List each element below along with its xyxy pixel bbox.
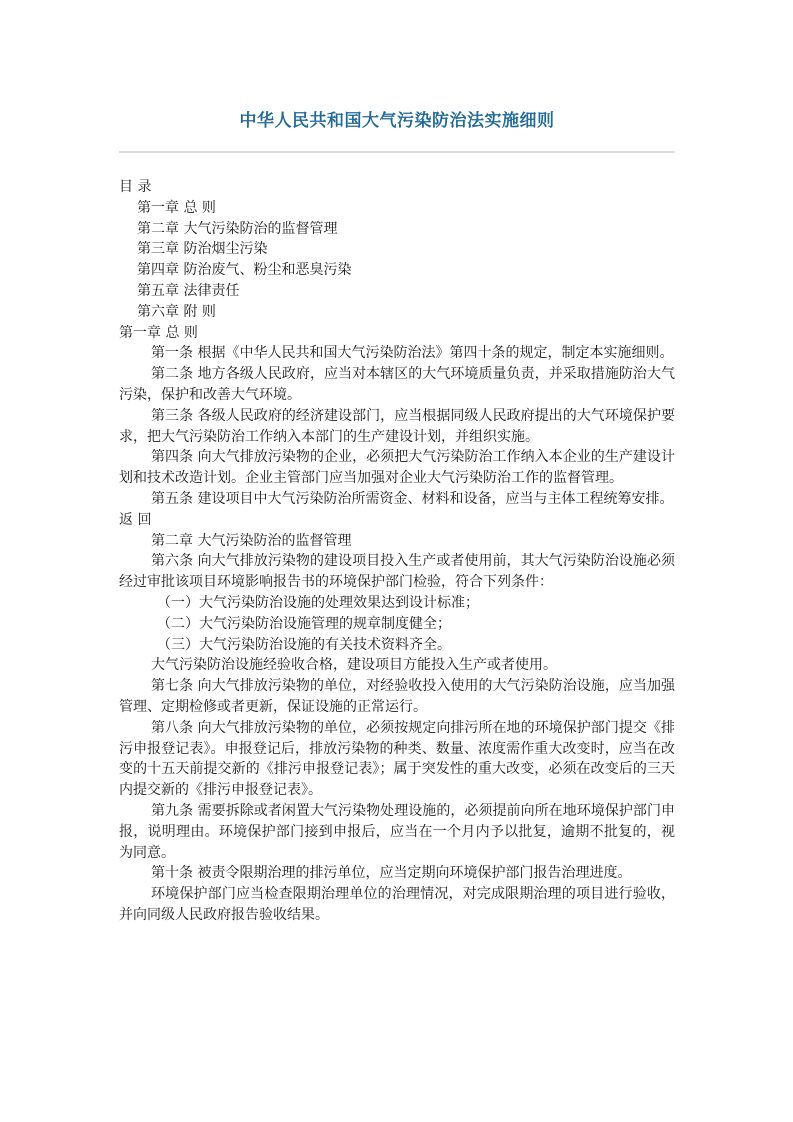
article-8: 第八条 向大气排放污染物的单位，必须按规定向排污所在地的环境保护部门提交《排污申报登记表》。申报登记后，排放污染物的种类、数量、浓度需作重大改变时，应当在改变的十五天前提交新的《排污申报登记表》；属于突发性的重大改变，必须在改变后的三天内提交新的《排污申报登记表》。 [119,719,675,799]
article-6-tail: 大气污染防治设施经验收合格，建设项目方能投入生产或者使用。 [151,657,557,674]
condition-2: （二）大气污染防治设施管理的规章制度健全； [157,615,451,632]
toc-item-5[interactable]: 第五章 法律责任 [137,282,240,299]
article-4: 第四条 向大气排放污染物的企业，必须把大气污染防治工作纳入本企业的生产建设计划和技术改造计划。企业主管部门应当加强对企业大气污染防治工作的监督管理。 [119,449,675,487]
toc-item-2[interactable]: 第二章 大气污染防治的监督管理 [137,220,338,237]
article-5: 第五条 建设项目中大气污染防治所需资金、材料和设备，应当与主体工程统筹安排。 [151,490,674,507]
article-1: 第一条 根据《中华人民共和国大气污染防治法》第四十条的规定，制定本实施细则。 [151,345,674,362]
toc-item-3[interactable]: 第三章 防治烟尘污染 [137,241,268,258]
article-3: 第三条 各级人民政府的经济建设部门，应当根据同级人民政府提出的大气环境保护要求，把大气污染防治工作纳入本部门的生产建设计划，并组织实施。 [119,407,675,445]
article-7: 第七条 向大气排放污染物的单位，对经验收投入使用的大气污染防治设施，应当加强管理、定期检修或者更新，保证设施的正常运行。 [119,678,675,715]
article-6: 第六条 向大气排放污染物的建设项目投入生产或者使用前，其大气污染防治设施必须经过审批该项目环境影响报告书的环境保护部门检验，符合下列条件： [119,553,675,591]
toc-heading: 目 录 [119,179,152,195]
chapter1-heading: 第一章 总 则 [119,324,198,341]
title-divider [119,151,675,153]
document-body [119,177,675,926]
return-link[interactable]: 返 回 [119,511,152,528]
article-2: 第二条 地方各级人民政府，应当对本辖区的大气环境质量负责，并采取措施防治大气污染，保护和改善大气环境。 [119,366,675,403]
condition-1: （一）大气污染防治设施的处理效果达到设计标准； [157,594,479,611]
article-10: 第十条 被责令限期治理的排污单位，应当定期向环境保护部门报告治理进度。 [151,865,632,882]
document-title: 中华人民共和国大气污染防治法实施细则 [239,111,555,131]
condition-3: （三）大气污染防治设施的有关技术资料齐全。 [157,636,451,653]
toc-item-1[interactable]: 第一章 总 则 [137,199,216,216]
chapter2-heading: 第二章 大气污染防治的监督管理 [151,532,352,549]
toc-item-6[interactable]: 第六章 附 则 [137,303,216,320]
article-9: 第九条 需要拆除或者闲置大气污染物处理设施的，必须提前向所在地环境保护部门申报，说明理由。环境保护部门接到申报后，应当在一个月内予以批复，逾期不批复的，视为同意。 [119,802,675,861]
article-10-tail: 环境保护部门应当检查限期治理单位的治理情况，对完成限期治理的项目进行验收，并向同级人民政府报告验收结果。 [119,886,675,923]
toc-item-4[interactable]: 第四章 防治废气、粉尘和恶臭污染 [137,262,352,279]
